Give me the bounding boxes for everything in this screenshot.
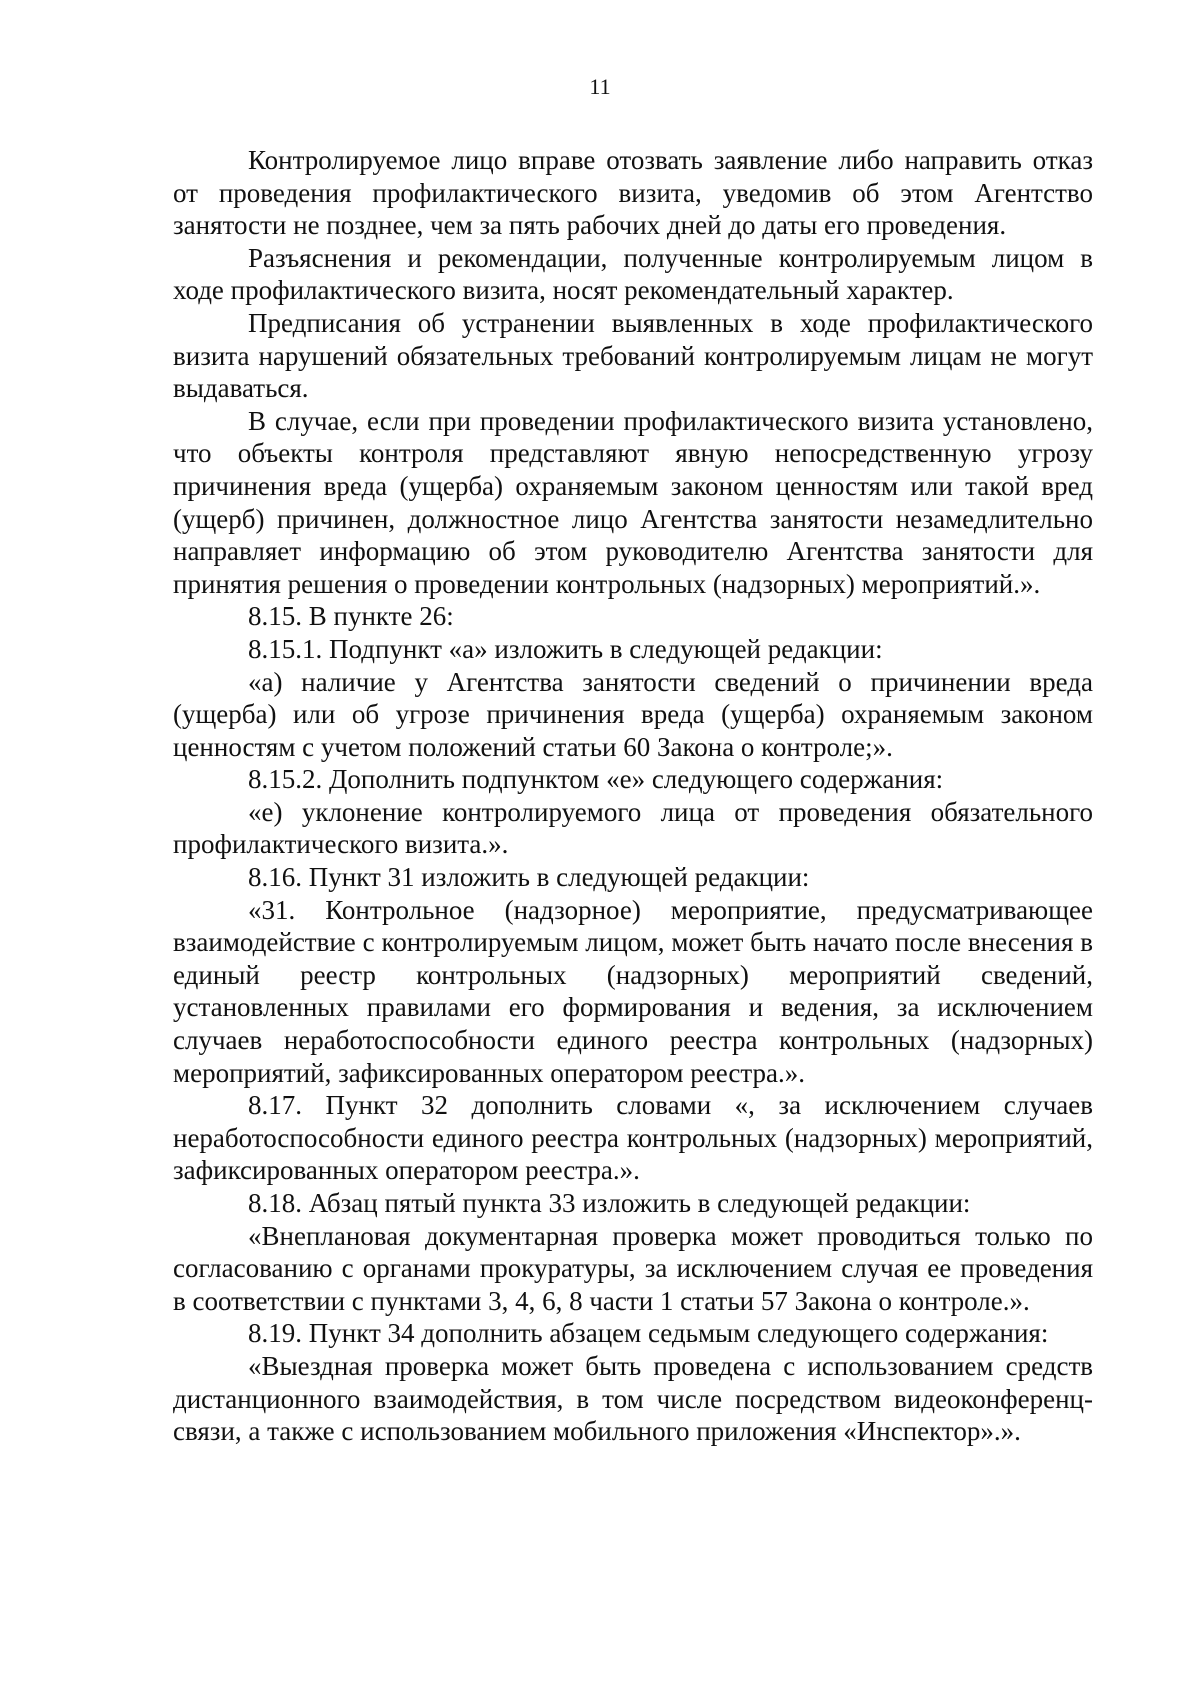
- paragraph: «31. Контрольное (надзорное) мероприятие, предусматривающее взаимодействие с контролируемым лицом, может быть начато после внесения в единый реестр контрольных (надзорных) мероприятий сведений, установленных правилами его формирования и ведения, за исключением случаев неработоспособности единого реестра контрольных (надзорных) мероприятий, зафиксированных оператором реестра.».: [173, 894, 1093, 1088]
- paragraph: 8.17. Пункт 32 дополнить словами «, за исключением случаев неработоспособности единого реестра контрольных (надзорных) мероприятий, зафиксированных оператором реестра.».: [173, 1090, 1093, 1186]
- paragraph: 8.15.1. Подпункт «а» изложить в следующей редакции:: [248, 633, 883, 664]
- paragraph: 8.15.2. Дополнить подпунктом «е» следующего содержания:: [248, 764, 944, 795]
- paragraph: «Внеплановая документарная проверка может проводиться только по согласованию с органами прокуратуры, за исключением случая ее проведения в соответствии с пунктами 3, 4, 6, 8 части 1 статьи 57 Закона о контроле.».: [173, 1220, 1093, 1316]
- paragraph: 8.19. Пункт 34 дополнить абзацем седьмым следующего содержания:: [248, 1318, 1049, 1349]
- paragraph: 8.18. Абзац пятый пункта 33 изложить в следующей редакции:: [248, 1188, 971, 1218]
- paragraph: 8.15. В пункте 26:: [248, 601, 454, 632]
- document-body: [173, 144, 1093, 1448]
- paragraph: «Выездная проверка может быть проведена с использованием средств дистанционного взаимодействия, в том числе посредством видеоконференц-связи, а также с использованием мобильного приложения «Инспектор».».: [173, 1350, 1093, 1447]
- paragraph: Контролируемое лицо вправе отозвать заявление либо направить отказ от проведения профилактического визита, уведомив об этом Агентство занятости не позднее, чем за пять рабочих дней до даты его проведения.: [173, 145, 1093, 241]
- paragraph: «е) уклонение контролируемого лица от проведения обязательного профилактического визита.».: [173, 796, 1093, 860]
- paragraph: 8.16. Пункт 31 изложить в следующей редакции:: [248, 862, 810, 893]
- paragraph: Разъяснения и рекомендации, полученные контролируемым лицом в ходе профилактического визита, носят рекомендательный характер.: [173, 242, 1093, 306]
- paragraph: Предписания об устранении выявленных в ходе профилактического визита нарушений обязательных требований контролируемым лицам не могут выдаваться.: [173, 307, 1093, 404]
- page-number: 11: [589, 74, 611, 99]
- paragraph: «а) наличие у Агентства занятости сведений о причинении вреда (ущерба) или об угрозе причинения вреда (ущерба) охраняемым законом ценностям с учетом положений статьи 60 Закона о контроле;».: [173, 666, 1093, 762]
- paragraph: В случае, если при проведении профилактического визита установлено, что объекты контроля представляют явную непосредственную угрозу причинения вреда (ущерба) охраняемым законом ценностям или такой вред (ущерб) причинен, должностное лицо Агентства занятости незамедлительно направляет информацию об этом руководителю Агентства занятости для принятия решения о проведении контрольных (надзорных) мероприятий.».: [173, 405, 1093, 599]
